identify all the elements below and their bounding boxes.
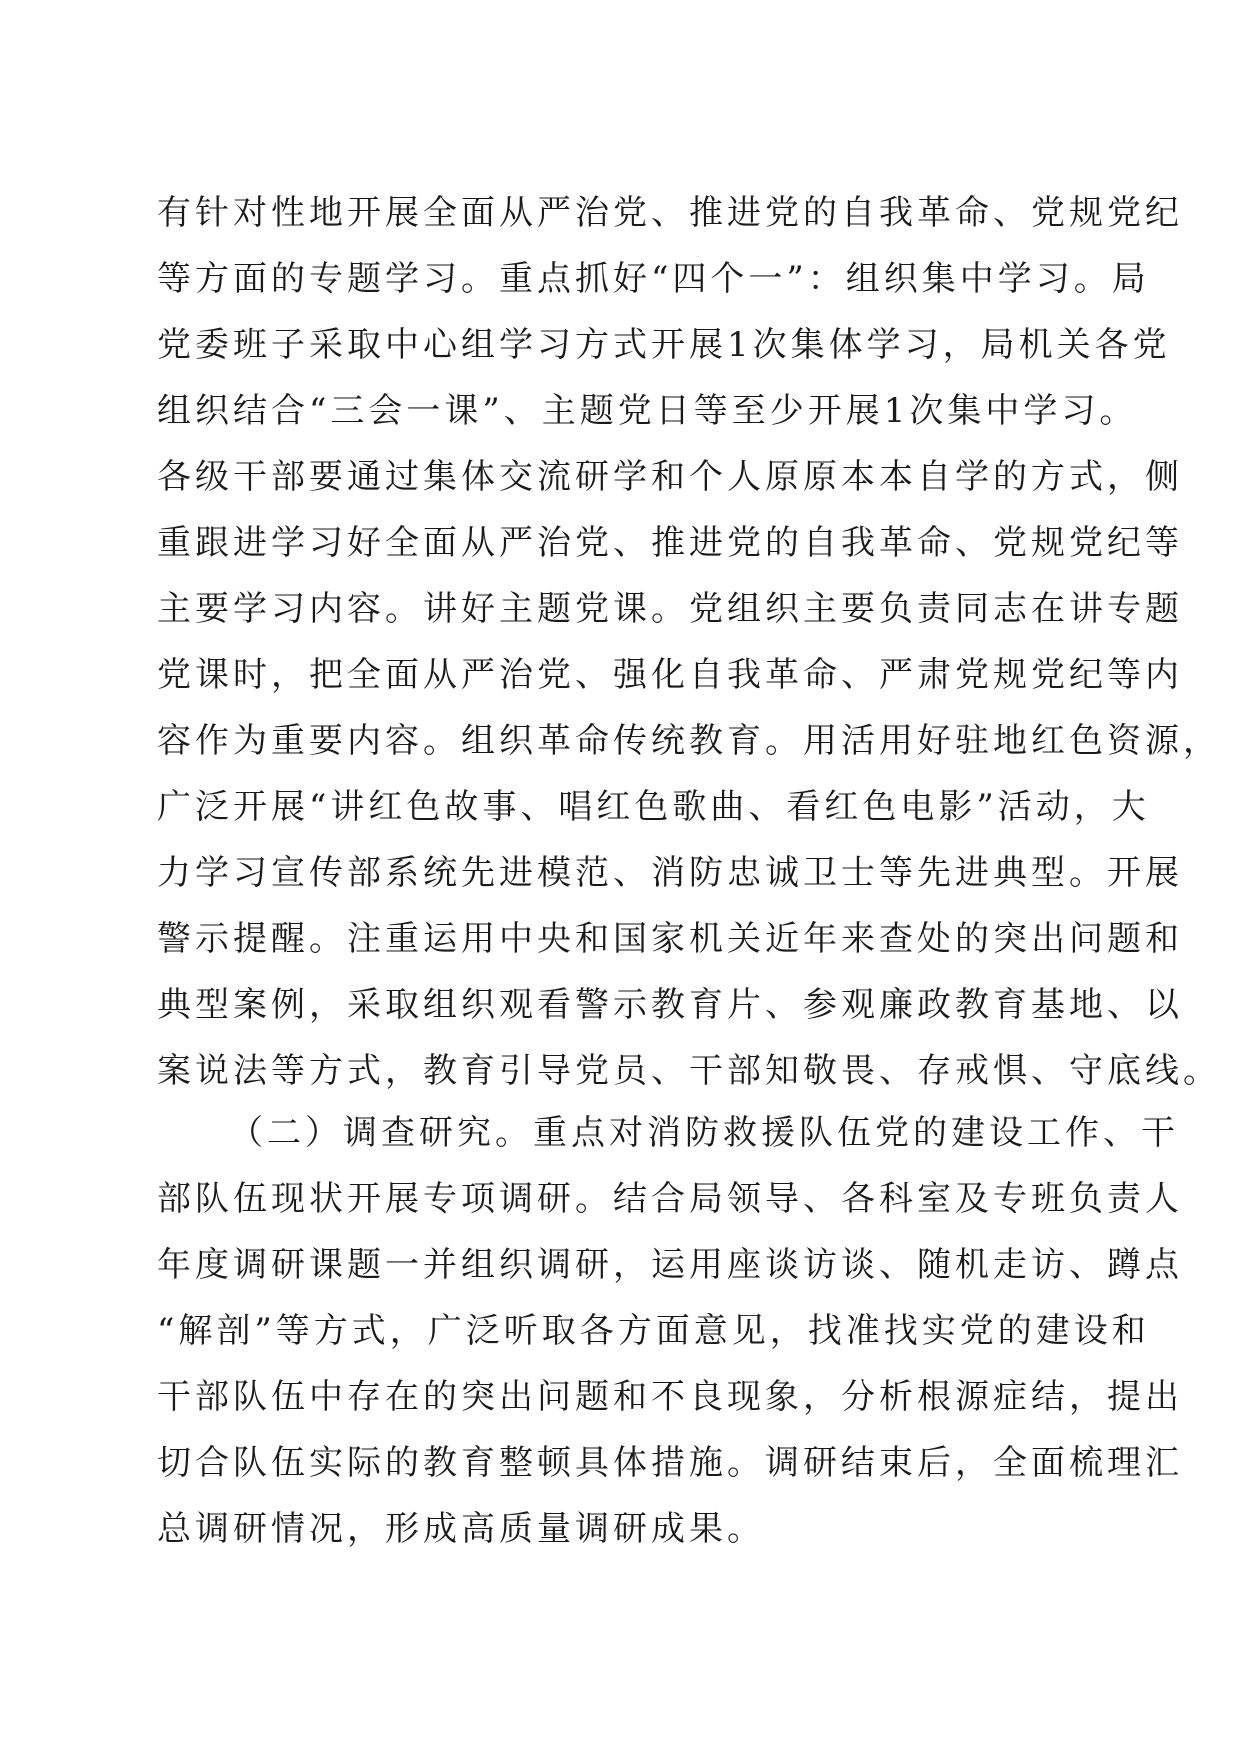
text-line: 部队伍现状开展专项调研。结合局领导、各科室及专班负责人 xyxy=(157,1179,1183,1219)
paragraph-research xyxy=(157,1100,1183,1562)
paragraph-study xyxy=(157,180,1221,1104)
text-line: 力学习宣传部系统先进模范、消防忠诚卫士等先进典型。开展 xyxy=(157,853,1183,893)
text-line: “解剖”等方式，广泛听取各方面意见，找准找实党的建设和 xyxy=(157,1311,1150,1351)
text-line: 主要学习内容。讲好主题党课。党组织主要负责同志在讲专题 xyxy=(157,589,1183,629)
text-line: 容作为重要内容。组织革命传统教育。用活用好驻地红色资源， xyxy=(157,721,1221,761)
text-line: 等方面的专题学习。重点抓好“四个一”：组织集中学习。局 xyxy=(157,259,1150,299)
text-line: 组织结合“三会一课”、主题党日等至少开展1次集中学习。 xyxy=(157,391,1138,431)
text-line: 干部队伍中存在的突出问题和不良现象，分析根源症结，提出 xyxy=(157,1377,1183,1417)
text-line: 案说法等方式，教育引导党员、干部知敬畏、存戒惧、守底线。 xyxy=(157,1051,1221,1091)
text-line: 党委班子采取中心组学习方式开展1次集体学习，局机关各党 xyxy=(157,325,1171,365)
text-line: 年度调研课题一并组织调研，运用座谈访谈、随机走访、蹲点 xyxy=(157,1245,1183,1285)
text-line: 有针对性地开展全面从严治党、推进党的自我革命、党规党纪 xyxy=(157,193,1183,233)
text-line: 典型案例，采取组织观看警示教育片、参观廉政教育基地、以 xyxy=(157,985,1183,1025)
text-line: 各级干部要通过集体交流研学和个人原原本本自学的方式，侧 xyxy=(157,457,1183,497)
text-line: 警示提醒。注重运用中央和国家机关近年来查处的突出问题和 xyxy=(157,919,1183,959)
section-heading-line: （二）调查研究。重点对消防救援队伍党的建设工作、干 xyxy=(229,1113,1179,1153)
text-line: 广泛开展“讲红色故事、唱红色歌曲、看红色电影”活动，大 xyxy=(157,787,1150,827)
text-line: 重跟进学习好全面从严治党、推进党的自我革命、党规党纪等 xyxy=(157,523,1183,563)
text-line: 党课时，把全面从严治党、强化自我革命、严肃党规党纪等内 xyxy=(157,655,1183,695)
text-line: 切合队伍实际的教育整顿具体措施。调研结束后，全面梳理汇 xyxy=(157,1443,1183,1483)
text-line: 总调研情况，形成高质量调研成果。 xyxy=(157,1509,765,1549)
